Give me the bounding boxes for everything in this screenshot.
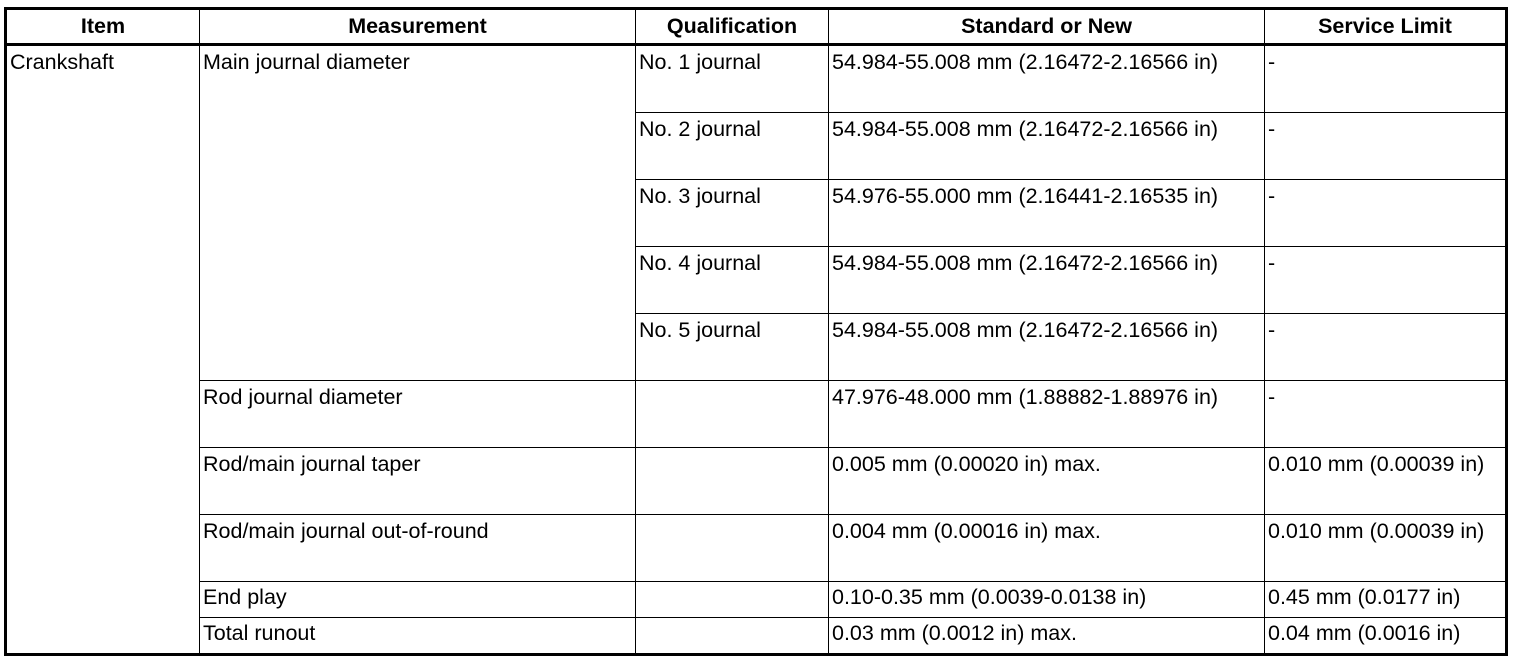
service-limit-cell: - xyxy=(1265,113,1507,180)
service-limit-cell: 0.010 mm (0.00039 in) xyxy=(1265,448,1507,515)
standard-cell: 54.984-55.008 mm (2.16472-2.16566 in) xyxy=(829,247,1265,314)
measurement-cell: Main journal diameter xyxy=(200,45,636,381)
standard-cell: 0.005 mm (0.00020 in) max. xyxy=(829,448,1265,515)
header-service-limit: Service Limit xyxy=(1265,9,1507,45)
standard-cell: 54.984-55.008 mm (2.16472-2.16566 in) xyxy=(829,113,1265,180)
measurement-cell: End play xyxy=(200,582,636,618)
service-limit-cell: 0.010 mm (0.00039 in) xyxy=(1265,515,1507,582)
qualification-cell: No. 5 journal xyxy=(636,314,829,381)
table-row xyxy=(6,515,1507,582)
table-row xyxy=(6,45,1507,113)
service-limit-cell: - xyxy=(1265,45,1507,113)
header-qualification: Qualification xyxy=(636,9,829,45)
qualification-cell xyxy=(636,381,829,448)
standard-cell: 54.984-55.008 mm (2.16472-2.16566 in) xyxy=(829,314,1265,381)
header-measurement: Measurement xyxy=(200,9,636,45)
qualification-cell: No. 3 journal xyxy=(636,180,829,247)
table-row xyxy=(6,381,1507,448)
measurement-cell: Total runout xyxy=(200,618,636,655)
service-limit-cell: - xyxy=(1265,180,1507,247)
qualification-cell: No. 2 journal xyxy=(636,113,829,180)
measurement-cell: Rod/main journal out-of-round xyxy=(200,515,636,582)
header-row xyxy=(6,9,1507,45)
standard-cell: 54.976-55.000 mm (2.16441-2.16535 in) xyxy=(829,180,1265,247)
service-limit-cell: - xyxy=(1265,381,1507,448)
table-row xyxy=(6,618,1507,655)
item-cell: Crankshaft xyxy=(6,45,200,655)
qualification-cell: No. 1 journal xyxy=(636,45,829,113)
service-limit-cell: - xyxy=(1265,314,1507,381)
service-limit-cell: - xyxy=(1265,247,1507,314)
qualification-cell xyxy=(636,618,829,655)
measurement-cell: Rod/main journal taper xyxy=(200,448,636,515)
standard-cell: 54.984-55.008 mm (2.16472-2.16566 in) xyxy=(829,45,1265,113)
crankshaft-spec-table xyxy=(4,7,1508,656)
service-limit-cell: 0.04 mm (0.0016 in) xyxy=(1265,618,1507,655)
standard-cell: 0.10-0.35 mm (0.0039-0.0138 in) xyxy=(829,582,1265,618)
standard-cell: 0.03 mm (0.0012 in) max. xyxy=(829,618,1265,655)
qualification-cell xyxy=(636,515,829,582)
service-limit-cell: 0.45 mm (0.0177 in) xyxy=(1265,582,1507,618)
table-row xyxy=(6,448,1507,515)
measurement-cell: Rod journal diameter xyxy=(200,381,636,448)
standard-cell: 0.004 mm (0.00016 in) max. xyxy=(829,515,1265,582)
qualification-cell xyxy=(636,582,829,618)
standard-cell: 47.976-48.000 mm (1.88882-1.88976 in) xyxy=(829,381,1265,448)
qualification-cell: No. 4 journal xyxy=(636,247,829,314)
qualification-cell xyxy=(636,448,829,515)
table-row xyxy=(6,582,1507,618)
header-standard: Standard or New xyxy=(829,9,1265,45)
header-item: Item xyxy=(6,9,200,45)
